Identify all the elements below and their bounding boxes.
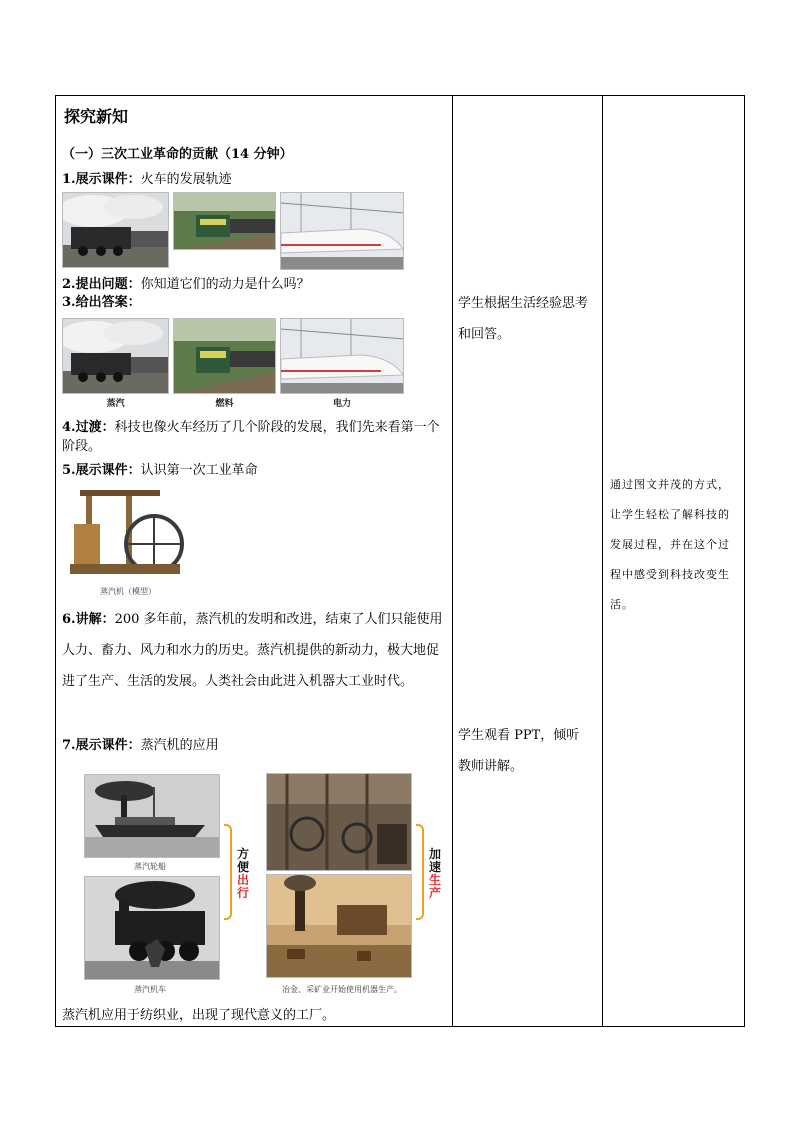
step-4-label: 4.过渡： [62,420,115,435]
production-label-part1: 加速 [428,847,441,874]
caption-electric: 电力 [332,399,351,409]
mining-image [266,874,412,978]
step-5-label: 5.展示课件： [62,463,141,478]
steam-engine-model-image [66,484,184,582]
travel-label-part2: 出行 [236,873,249,900]
section-heading: 探究新知 [64,107,129,126]
design-intent-cell [602,96,744,1026]
lesson-table [55,95,745,1027]
electric-train-image [280,192,404,270]
caption-fuel: 燃料 [215,399,234,409]
student-activity-cell [452,96,603,1026]
answer-electric-image [280,318,404,394]
step-4 [62,418,447,456]
step-1-label: 1.展示课件： [62,172,141,187]
conclusion-text: 蒸汽机应用于纺织业，出现了现代意义的工厂。 [62,1008,336,1023]
mining-caption: 冶金、采矿业开始使用机器生产。 [282,985,402,994]
step-5-text: 认识第一次工业革命 [140,463,258,478]
step-1 [62,171,232,189]
step-3-label: 3.给出答案： [62,295,141,310]
steam-train-image [62,192,169,268]
diesel-train-image [173,192,276,250]
section-title: （一）三次工业革命的贡献（14 分钟） [62,147,293,162]
step-7-text: 蒸汽机的应用 [140,738,219,753]
design-intent-text: 通过图文并茂的方式，让学生轻松了解科技的发展过程，并在这个过程中感受到科技改变生活。 [610,478,730,611]
steam-locomotive-image [84,876,220,980]
student-activity-2: 学生观看 PPT，倾听教师讲解。 [458,728,580,774]
locomotive-caption: 蒸汽机车 [134,985,166,994]
answer-fuel-image [173,318,276,394]
step-3 [62,294,141,312]
student-activity-1: 学生根据生活经验思考和回答。 [458,296,589,342]
production-brace [416,824,424,920]
caption-steam: 蒸汽 [106,399,125,409]
travel-label-part1: 方便 [236,847,249,874]
step-6 [62,604,447,697]
step-2-text: 你知道它们的动力是什么吗？ [140,277,310,292]
teaching-content-cell [56,96,453,1026]
production-label-part2: 生产 [428,873,441,900]
step-6-text: 200 多年前，蒸汽机的发明和改进，结束了人们只能使用人力、畜力、风力和水力的历史。蒸汽机提供的新动力，极大地促进了生产、生活的发展。人类社会由此进入机器大工业时代。 [62,612,443,689]
textile-factory-image [266,773,412,871]
step-2-label: 2.提出问题： [62,277,141,292]
steamship-caption: 蒸汽轮船 [134,862,166,871]
steam-engine-caption: 蒸汽机（模型） [100,587,156,596]
step-4-text: 科技也像火车经历了几个阶段的发展，我们先来看第一个阶段。 [62,420,440,454]
step-6-label: 6.讲解： [62,612,115,627]
travel-brace [224,824,232,920]
step-7-label: 7.展示课件： [62,738,141,753]
step-7 [62,737,219,755]
step-1-text: 火车的发展轨迹 [140,172,232,187]
step-2 [62,276,310,294]
answer-steam-image [62,318,169,394]
step-5 [62,462,258,480]
steamship-image [84,774,220,858]
